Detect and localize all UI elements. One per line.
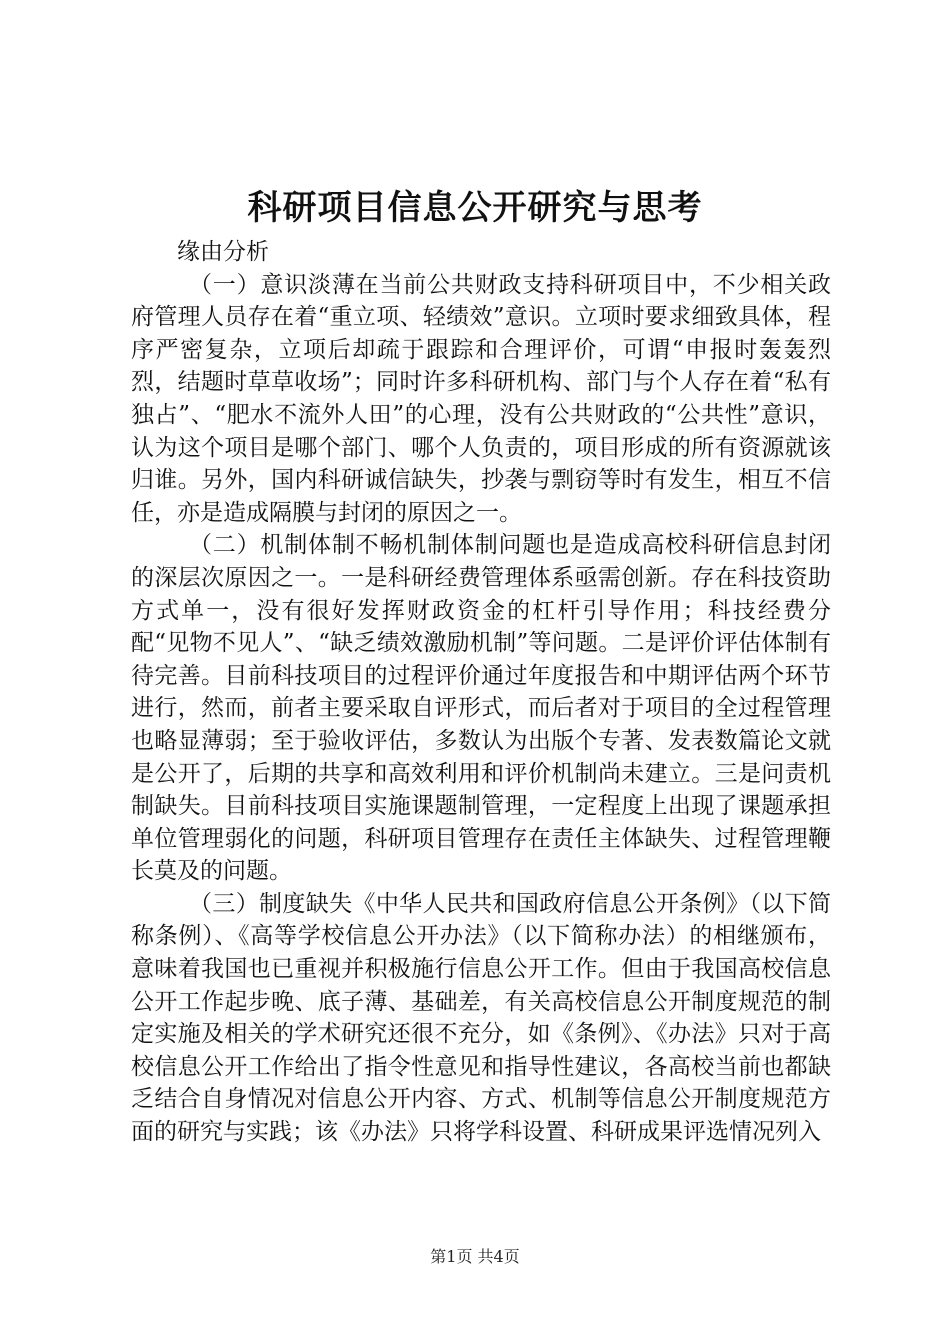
page-footer	[0, 1245, 950, 1269]
paragraph-3: （三）制度缺失《中华人民共和国政府信息公开条例》（以下简称条例）、《高等学校信息公开办法》（以下简称办法）的相继颁布，意味着我国也已重视并积极施行信息公开工作。但由于我国高校信息公开工作起步晚、底子薄、基础差，有关高校信息公开制度规范的制定实施及相关的学术研究还很不充分，如《条例》、《办法》只对于高校信息公开工作给出了指令性意见和指导性建议，各高校当前也都缺乏结合自身情况对信息公开内容、方式、机制等信息公开制度规范方面的研究与实践；该《办法》只将学科设置、科研成果评选情况列入	[131, 890, 831, 1146]
paragraph-2: （二）机制体制不畅机制体制问题也是造成高校科研信息封闭的深层次原因之一。一是科研经费管理体系亟需创新。存在科技资助方式单一，没有很好发挥财政资金的杠杆引导作用；科技经费分配“见物不见人”、“缺乏绩效激励机制”等问题。二是评价评估体制有待完善。目前科技项目的过程评价通过年度报告和中期评估两个环节进行，然而，前者主要采取自评形式，而后者对于项目的全过程管理也略显薄弱；至于验收评估，多数认为出版个专著、发表数篇论文就是公开了，后期的共享和高效利用和评价机制尚未建立。三是问责机制缺失。目前科技项目实施课题制管理，一定程度上出现了课题承担单位管理弱化的问题，科研项目管理存在责任主体缺失、过程管理鞭长莫及的问题。	[131, 532, 831, 885]
document-title: 科研项目信息公开研究与思考	[247, 188, 703, 228]
section-heading: 缘由分析	[177, 239, 269, 265]
document-body	[131, 236, 831, 1149]
page-indicator: 第1页 共4页	[430, 1247, 520, 1266]
paragraph-1: （一）意识淡薄在当前公共财政支持科研项目中，不少相关政府管理人员存在着“重立项、轻绩效”意识。立项时要求细致具体，程序严密复杂，立项后却疏于跟踪和合理评价，可谓“申报时轰轰烈烈，结题时草草收场”；同时许多科研机构、部门与个人存在着“私有独占”、“肥水不流外人田”的心理，没有公共财政的“公共性”意识，认为这个项目是哪个部门、哪个人负责的，项目形成的所有资源就该归谁。另外，国内科研诚信缺失，抄袭与剽窃等时有发生，相互不信任，亦是造成隔膜与封闭的原因之一。	[131, 271, 831, 526]
